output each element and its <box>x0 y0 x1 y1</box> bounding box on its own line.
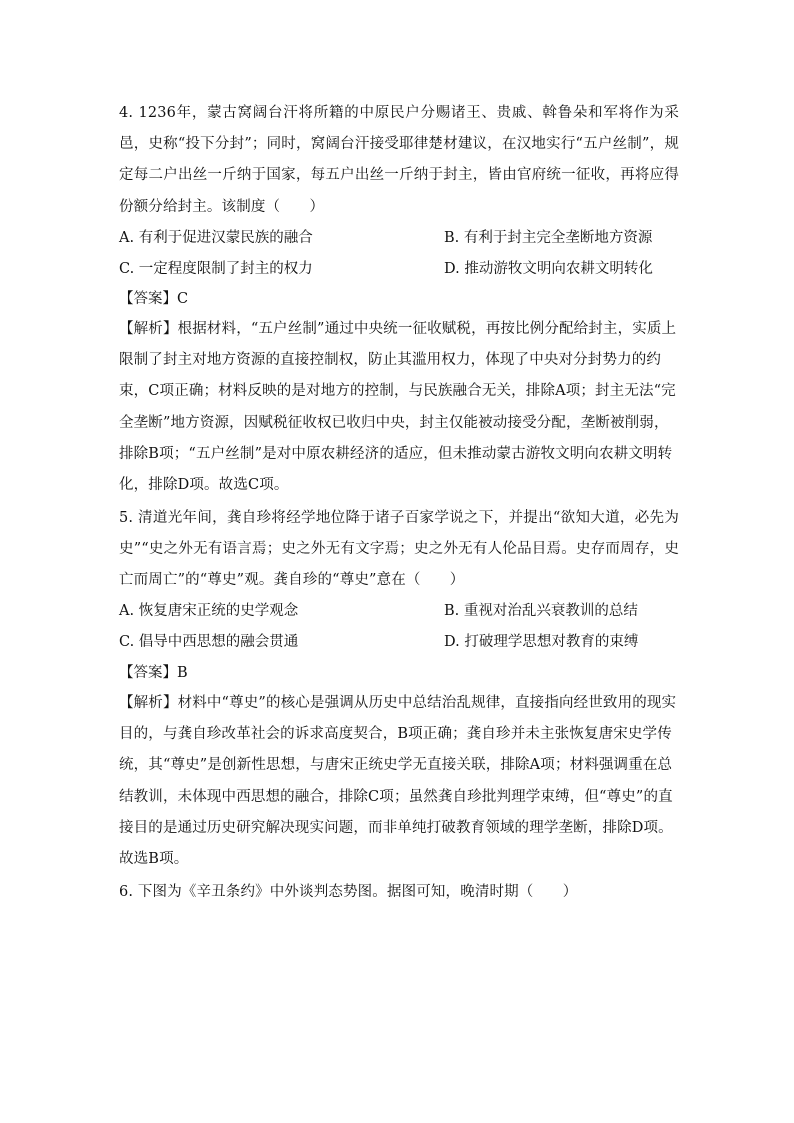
question-4-stem: 4. 1236年，蒙古窝阔台汗将所籍的中原民户分赐诸王、贵戚、斡鲁朵和军将作为采邑，史称“投下分封”；同时，窝阔台汗接受耶律楚材建议，在汉地实行“五户丝制”，规定每二户出丝一斤纳于国家，每五户出丝一斤纳于封主，皆由官府统一征收，再将应得份额分给封主。该制度（ ） <box>119 105 679 215</box>
question-5-option-b: B. 重视对治乱兴衰教训的总结 <box>444 603 638 619</box>
question-4-option-b: B. 有利于封主完全垄断地方资源 <box>444 230 653 246</box>
question-4-option-c: C. 一定程度限制了封主的权力 <box>119 261 313 277</box>
question-5-option-a: A. 恢复唐宋正统的史学观念 <box>119 603 299 619</box>
question-6-stem: 6. 下图为《辛丑条约》中外谈判态势图。据图可知，晚清时期（ ） <box>119 884 578 900</box>
question-5-option-c: C. 倡导中西思想的融会贯通 <box>119 634 299 650</box>
question-4-answer: 【答案】C <box>119 291 189 307</box>
question-5-stem: 5. 清道光年间，龚自珍将经学地位降于诸子百家学说之下，并提出“欲知大道，必先为史”“史之外无有语言焉；史之外无有文字焉；史之外无有人伦品目焉。史存而周存，史亡而周亡”的“尊史”观。龚自珍的“尊史”意在（ ） <box>119 510 679 589</box>
question-4-option-d: D. 推动游牧文明向农耕文明转化 <box>444 261 653 277</box>
question-4-option-a: A. 有利于促进汉蒙民族的融合 <box>119 230 313 246</box>
question-4-analysis: 【解析】根据材料，“五户丝制”通过中央统一征收赋税，再按比例分配给封主，实质上限制了封主对地方资源的直接控制权，防止其滥用权力，体现了中央对分封势力的约束，C项正确；材料反映的是对地方的控制，与民族融合无关，排除A项；封主无法“完全垄断”地方资源，因赋税征收权已收归中央，封主仅能被动接受分配，垄断被削弱，排除B项；“五户丝制”是对中原农耕经济的适应，但未推动蒙古游牧文明向农耕文明转化，排除D项。故选C项。 <box>119 321 677 494</box>
question-5-analysis: 【解析】材料中“尊史”的核心是强调从历史中总结治乱规律，直接指向经世致用的现实目的，与龚自珍改革社会的诉求高度契合，B项正确；龚自珍并未主张恢复唐宋史学传统，其“尊史”是创新性思想，与唐宋正统史学无直接关联，排除A项；材料强调重在总结教训，未体现中西思想的融合，排除C项；虽然龚自珍批判理学束缚，但“尊史”的直接目的是通过历史研究解决现实问题，而非单纯打破教育领域的理学垄断，排除D项。故选B项。 <box>119 695 677 868</box>
question-5-answer: 【答案】B <box>119 665 188 681</box>
question-5-option-d: D. 打破理学思想对教育的束缚 <box>444 634 639 650</box>
